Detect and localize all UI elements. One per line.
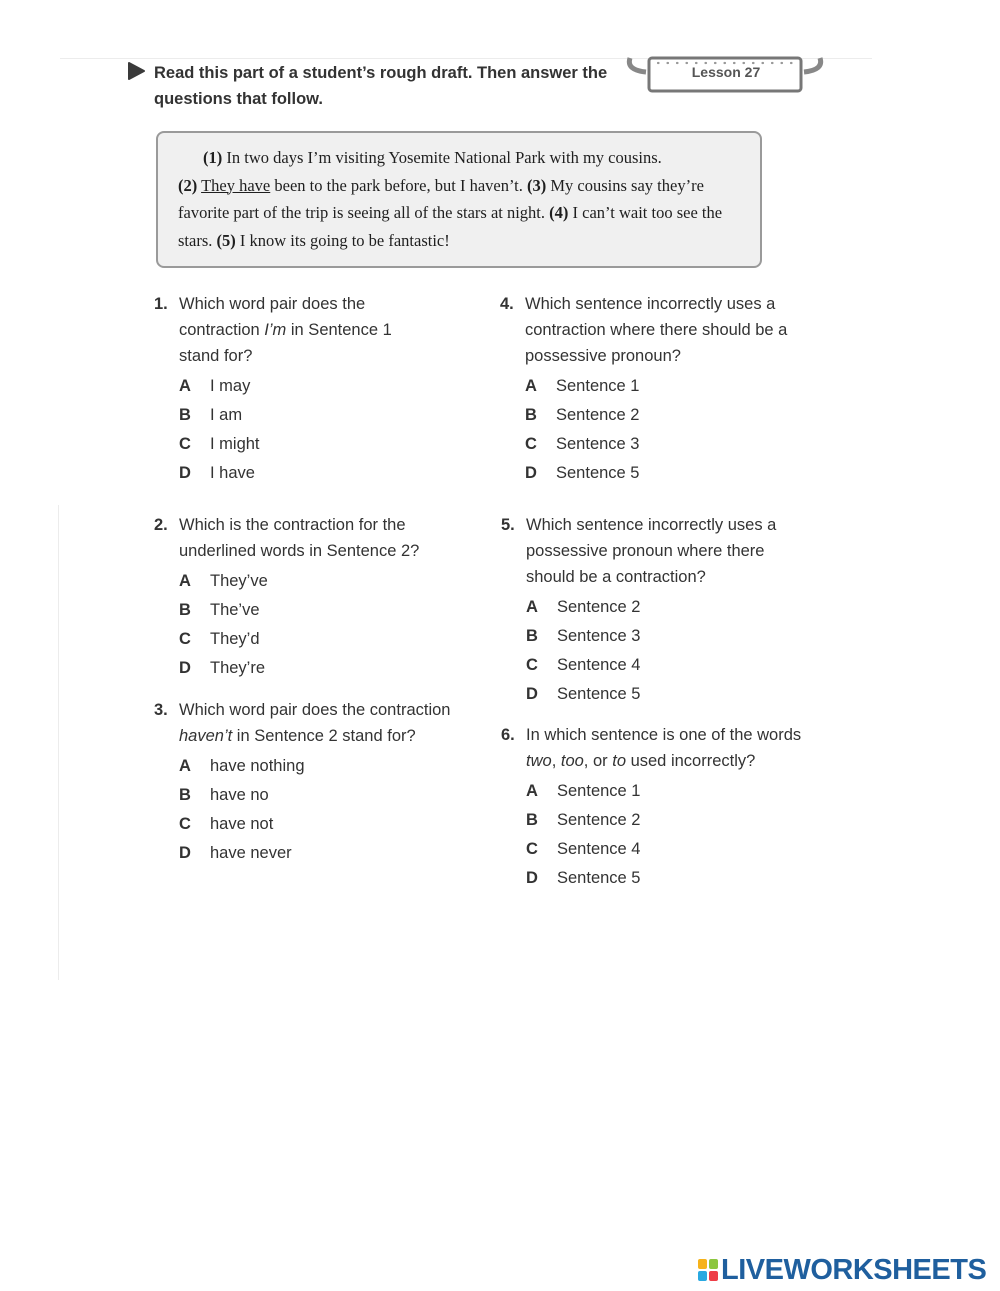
- sentence-2-underlined: They have: [201, 175, 271, 195]
- question-3-stem-text-end: in Sentence 2 stand for?: [232, 727, 416, 745]
- sentence-2-number: (2): [178, 175, 198, 195]
- q5-option-b[interactable]: [501, 622, 831, 651]
- option-text: have not: [210, 815, 274, 833]
- question-5-stem: [501, 512, 816, 590]
- q1-option-d[interactable]: [154, 459, 484, 488]
- option-text: Sentence 4: [557, 656, 641, 674]
- q5-option-d[interactable]: [501, 680, 831, 709]
- option-text: Sentence 1: [557, 782, 641, 800]
- sentence-5-number: (5): [216, 230, 236, 250]
- q3-option-d[interactable]: [154, 839, 484, 868]
- q6-option-c[interactable]: [501, 835, 831, 864]
- question-3-stem: [154, 697, 469, 749]
- sentence-5: I know its going to be fantastic!: [235, 230, 450, 250]
- instructions-text: Read this part of a student’s rough draft. Then answer the questions that follow.: [154, 64, 608, 108]
- option-text: They’re: [210, 659, 266, 677]
- option-letter: D: [526, 685, 538, 703]
- option-text: I am: [210, 406, 243, 424]
- question-6-word-two: two: [526, 752, 552, 770]
- question-6-separator: , or: [583, 752, 613, 770]
- lesson-badge: [622, 56, 828, 96]
- option-text: I have: [210, 464, 255, 482]
- question-2: [154, 512, 484, 683]
- q2-option-b[interactable]: [154, 596, 484, 625]
- option-letter: A: [526, 782, 538, 800]
- question-1-stem-text-end: in Sentence 1 stand for?: [179, 321, 392, 365]
- question-2-number: 2.: [154, 516, 168, 534]
- option-text: have never: [210, 844, 292, 862]
- option-text: Sentence 5: [556, 464, 640, 482]
- option-text: Sentence 5: [557, 685, 641, 703]
- q4-option-d[interactable]: [500, 459, 830, 488]
- q2-option-d[interactable]: [154, 654, 484, 683]
- question-6-stem-text-end: used incorrectly?: [626, 752, 756, 770]
- option-text: Sentence 3: [556, 435, 640, 453]
- option-text: Sentence 1: [556, 377, 640, 395]
- question-1-stem-text: Which word pair does the contraction: [179, 295, 366, 339]
- sentence-1-number: (1): [203, 148, 223, 167]
- question-6-separator: ,: [551, 752, 561, 770]
- question-1-number: 1.: [154, 295, 168, 313]
- question-3: [154, 697, 484, 868]
- sentence-4: I can’t wait too see the stars.: [178, 203, 723, 250]
- question-1-stem: [154, 291, 414, 369]
- q2-option-a[interactable]: [154, 567, 484, 596]
- question-6-stem: [501, 722, 806, 774]
- sentence-2: been to the park before, but I haven’t.: [270, 175, 527, 195]
- option-letter: B: [179, 406, 191, 424]
- q2-option-c[interactable]: [154, 625, 484, 654]
- sentence-3: My cousins say they’re favorite part of the trip is seeing all of the stars at night.: [178, 175, 704, 222]
- option-text: Sentence 5: [557, 869, 641, 887]
- question-1-stem-term: I’m: [264, 321, 287, 339]
- play-arrow-icon: [127, 60, 147, 82]
- q4-option-c[interactable]: [500, 430, 830, 459]
- question-4: [500, 291, 830, 488]
- question-6: [501, 722, 831, 893]
- q4-option-a[interactable]: [500, 372, 830, 401]
- question-6-word-to: to: [612, 752, 626, 770]
- question-2-stem-text: Which is the contraction for the underlined words in Sentence 2?: [179, 516, 420, 560]
- option-letter: D: [179, 844, 191, 862]
- option-text: I may: [210, 377, 251, 395]
- question-4-stem: [500, 291, 823, 369]
- question-5-number: 5.: [501, 516, 515, 534]
- option-letter: D: [179, 659, 191, 677]
- option-letter: A: [179, 377, 191, 395]
- draft-passage: [156, 131, 762, 268]
- q3-option-a[interactable]: [154, 752, 484, 781]
- option-letter: C: [179, 435, 191, 453]
- liveworksheets-wordmark: LIVEWORKSHEETS: [721, 1254, 987, 1286]
- option-letter: C: [525, 435, 537, 453]
- question-3-number: 3.: [154, 701, 168, 719]
- sentence-1: In two days I’m visiting Yosemite National Park with my cousins.: [222, 148, 662, 167]
- option-letter: D: [179, 464, 191, 482]
- q3-option-c[interactable]: [154, 810, 484, 839]
- option-letter: D: [525, 464, 537, 482]
- q1-option-a[interactable]: [154, 372, 484, 401]
- q1-option-b[interactable]: [154, 401, 484, 430]
- q3-option-b[interactable]: [154, 781, 484, 810]
- option-letter: B: [526, 811, 538, 829]
- q6-option-b[interactable]: [501, 806, 831, 835]
- option-text: They’ve: [210, 572, 268, 590]
- option-letter: D: [526, 869, 538, 887]
- option-text: The’ve: [210, 601, 260, 619]
- question-4-number: 4.: [500, 295, 514, 313]
- option-letter: B: [179, 601, 191, 619]
- option-text: Sentence 2: [556, 406, 640, 424]
- question-6-stem-text: In which sentence is one of the words: [526, 726, 802, 744]
- option-letter: A: [179, 572, 191, 590]
- q5-option-a[interactable]: [501, 593, 831, 622]
- question-6-number: 6.: [501, 726, 515, 744]
- question-3-stem-text: Which word pair does the contraction: [179, 701, 451, 719]
- sentence-3-number: (3): [527, 175, 547, 195]
- option-letter: A: [526, 598, 538, 616]
- question-3-stem-term: haven’t: [179, 727, 233, 745]
- option-text: I might: [210, 435, 260, 453]
- question-1: [154, 291, 484, 488]
- option-letter: C: [526, 840, 538, 858]
- question-5: [501, 512, 831, 709]
- option-letter: C: [526, 656, 538, 674]
- q1-option-c[interactable]: [154, 430, 484, 459]
- option-text: have no: [210, 786, 269, 804]
- q6-option-d[interactable]: [501, 864, 831, 893]
- q4-option-b[interactable]: [500, 401, 830, 430]
- option-text: Sentence 4: [557, 840, 641, 858]
- question-6-word-too: too: [560, 752, 584, 770]
- question-2-stem: [154, 512, 469, 564]
- sentence-4-number: (4): [549, 203, 569, 222]
- q5-option-c[interactable]: [501, 651, 831, 680]
- question-4-stem-text: Which sentence incorrectly uses a contraction where there should be a possessive pronoun?: [525, 295, 788, 365]
- option-letter: A: [525, 377, 537, 395]
- option-text: Sentence 2: [557, 598, 641, 616]
- question-5-stem-text: Which sentence incorrectly uses a possessive pronoun where there should be a contraction?: [526, 516, 777, 586]
- liveworksheets-logo-icon: [698, 1259, 718, 1281]
- option-text: Sentence 2: [557, 811, 641, 829]
- option-letter: A: [179, 757, 191, 775]
- option-letter: C: [179, 815, 191, 833]
- option-letter: B: [525, 406, 537, 424]
- option-text: They’d: [210, 630, 260, 648]
- option-text: have nothing: [210, 757, 305, 775]
- lesson-label: Lesson 27: [691, 64, 761, 80]
- option-text: Sentence 3: [557, 627, 641, 645]
- option-letter: B: [179, 786, 191, 804]
- option-letter: B: [526, 627, 538, 645]
- q6-option-a[interactable]: [501, 777, 831, 806]
- option-letter: C: [179, 630, 191, 648]
- left-margin-line: [58, 505, 59, 980]
